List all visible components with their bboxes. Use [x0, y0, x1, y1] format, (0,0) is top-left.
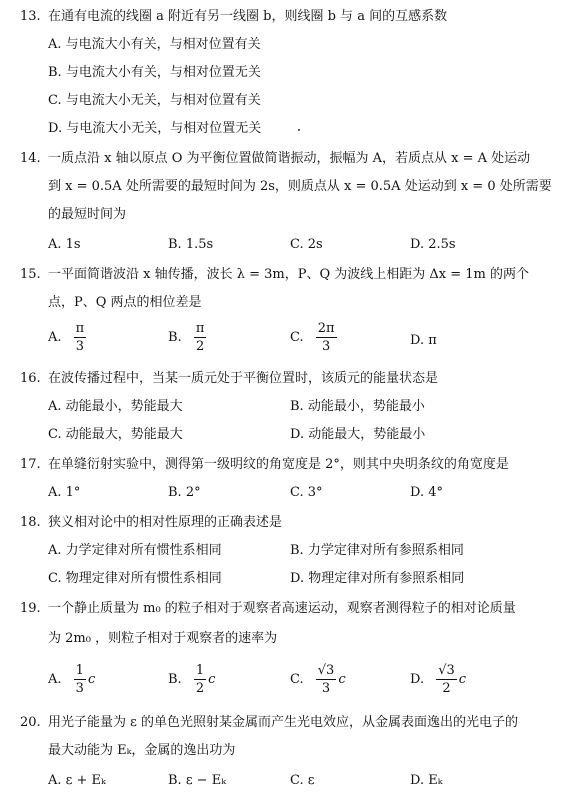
- question-17: [20, 456, 509, 474]
- question-stem-line-1: 一个静止质量为 m₀ 的粒子相对于观察者高速运动，观察者测得粒子的相对论质量: [48, 601, 516, 616]
- fraction: [74, 664, 86, 695]
- fraction: [74, 322, 87, 353]
- question-stem: 狭义相对论中的相对性原理的正确表述是: [48, 515, 283, 530]
- numerator: 2π: [317, 321, 335, 336]
- q18-option-a: A. 力学定律对所有惯性系相同: [48, 543, 222, 558]
- question-stem-line-2: 为 2m₀ ，则粒子相对于观察者的速率为: [48, 631, 278, 646]
- question-stem-line-2: 到 x = 0.5A 处所需要的最短时间为 2s，则质点从 x = 0.5A 处运动到 x = 0 处所需要: [48, 179, 552, 194]
- q20-option-d: D. Eₖ: [410, 773, 443, 788]
- q19-option-d: [410, 664, 466, 695]
- q18-option-c: C. 物理定律对所有惯性系相同: [48, 571, 222, 586]
- question-18: [20, 514, 282, 532]
- question-19: [20, 600, 516, 618]
- q17-option-a: A. 1°: [48, 485, 81, 500]
- q16-option-b: B. 动能最小，势能最小: [290, 399, 425, 414]
- q16-option-a: A. 动能最小，势能最大: [48, 399, 183, 414]
- question-number: 18.: [20, 515, 41, 530]
- option-label: D.: [410, 671, 425, 687]
- speed-of-light-symbol: c: [208, 671, 216, 687]
- option-label: A.: [48, 329, 62, 345]
- numerator: 1: [195, 663, 205, 678]
- q13-option-a: A. 与电流大小有关，与相对位置有关: [48, 37, 261, 52]
- denominator: 2: [195, 339, 205, 354]
- question-number: 17.: [20, 457, 41, 472]
- question-stem: 在波传播过程中，当某一质元处于平衡位置时，该质元的能量状态是: [48, 371, 439, 386]
- denominator: 3: [322, 339, 331, 354]
- q13-option-d: D. 与电流大小无关，与相对位置无关: [48, 121, 262, 136]
- question-16: [20, 370, 438, 388]
- numerator: π: [195, 321, 205, 336]
- q15-option-a: [48, 322, 86, 353]
- denominator: 3: [321, 681, 331, 696]
- speed-of-light-symbol: c: [458, 671, 467, 687]
- option-label: A.: [48, 671, 62, 687]
- q14-option-c: C. 2s: [290, 237, 323, 252]
- q16-option-d: D. 动能最大，势能最小: [290, 427, 426, 442]
- q17-option-c: C. 3°: [290, 485, 323, 500]
- speed-of-light-symbol: c: [338, 671, 346, 687]
- numerator: √3: [438, 663, 455, 678]
- q15-option-b: [168, 322, 206, 353]
- q14-option-d: D. 2.5s: [410, 237, 456, 252]
- denominator: 3: [75, 339, 85, 354]
- q20-option-b: B. ε − Eₖ: [168, 773, 226, 788]
- q13-option-b: B. 与电流大小有关，与相对位置无关: [48, 65, 261, 80]
- option-label: B.: [168, 329, 182, 345]
- q19-option-a: [48, 664, 95, 695]
- option-label: C.: [290, 329, 304, 345]
- numerator: π: [75, 321, 85, 336]
- question-stem-line-1: 用光子能量为 ε 的单色光照射某金属而产生光电效应，从金属表面逸出的光电子的: [48, 715, 519, 730]
- question-stem: 在通有电流的线圈 a 附近有另一线圈 b，则线圈 b 与 a 间的互感系数: [48, 9, 448, 24]
- fraction: [436, 664, 457, 695]
- q17-option-b: B. 2°: [168, 485, 201, 500]
- q18-option-d: D. 物理定律对所有参照系相同: [290, 571, 465, 586]
- q19-option-b: [168, 664, 215, 695]
- question-stem-line-2: 最大动能为 Eₖ，金属的逸出功为: [48, 743, 236, 758]
- question-number: 15.: [20, 267, 41, 282]
- question-stem-line-1: 一质点沿 x 轴以原点 O 为平衡位置做简谐振动，振幅为 A，若质点从 x = A 处运动: [48, 151, 531, 166]
- option-label: B.: [168, 671, 182, 687]
- question-13: [20, 8, 447, 26]
- numerator: 1: [75, 663, 84, 678]
- numerator: √3: [317, 663, 335, 678]
- question-number: 20.: [20, 715, 41, 730]
- question-stem: 在单缝衍射实验中，测得第一级明纹的角宽度是 2°，则其中央明条纹的角宽度是: [48, 457, 509, 472]
- speed-of-light-symbol: c: [87, 671, 96, 687]
- question-20: [20, 714, 518, 732]
- q16-option-c: C. 动能最大，势能最大: [48, 427, 183, 442]
- question-number: 16.: [20, 371, 41, 386]
- denominator: 3: [75, 681, 84, 696]
- q15-option-c: [290, 322, 337, 353]
- question-stem-line-3: 的最短时间为: [48, 207, 127, 222]
- q20-option-c: C. ε: [290, 773, 315, 788]
- fraction: [194, 322, 207, 353]
- stray-mark: [298, 129, 300, 131]
- q13-option-c: C. 与电流大小无关，与相对位置有关: [48, 93, 261, 108]
- q14-option-b: B. 1.5s: [168, 237, 214, 252]
- denominator: 2: [195, 681, 205, 696]
- denominator: 2: [442, 681, 451, 696]
- question-number: 19.: [20, 601, 41, 616]
- question-number: 13.: [20, 9, 41, 24]
- fraction: [316, 664, 337, 695]
- q18-option-b: B. 力学定律对所有参照系相同: [290, 543, 464, 558]
- fraction: [194, 664, 206, 695]
- fraction: [316, 322, 337, 353]
- q20-option-a: A. ε + Eₖ: [48, 773, 106, 788]
- question-stem-line-1: 一平面简谐波沿 x 轴传播，波长 λ = 3m，P、Q 为波线上相距为 Δx = 1m 的两个: [48, 267, 530, 282]
- q19-option-c: [290, 664, 346, 695]
- question-15: [20, 266, 529, 284]
- option-label: C.: [290, 671, 304, 687]
- question-14: [20, 150, 530, 168]
- q17-option-d: D. 4°: [410, 485, 443, 500]
- q14-option-a: A. 1s: [48, 237, 81, 252]
- q15-option-d: D. π: [410, 333, 437, 348]
- question-number: 14.: [20, 151, 41, 166]
- question-stem-line-2: 点，P、Q 两点的相位差是: [48, 295, 202, 310]
